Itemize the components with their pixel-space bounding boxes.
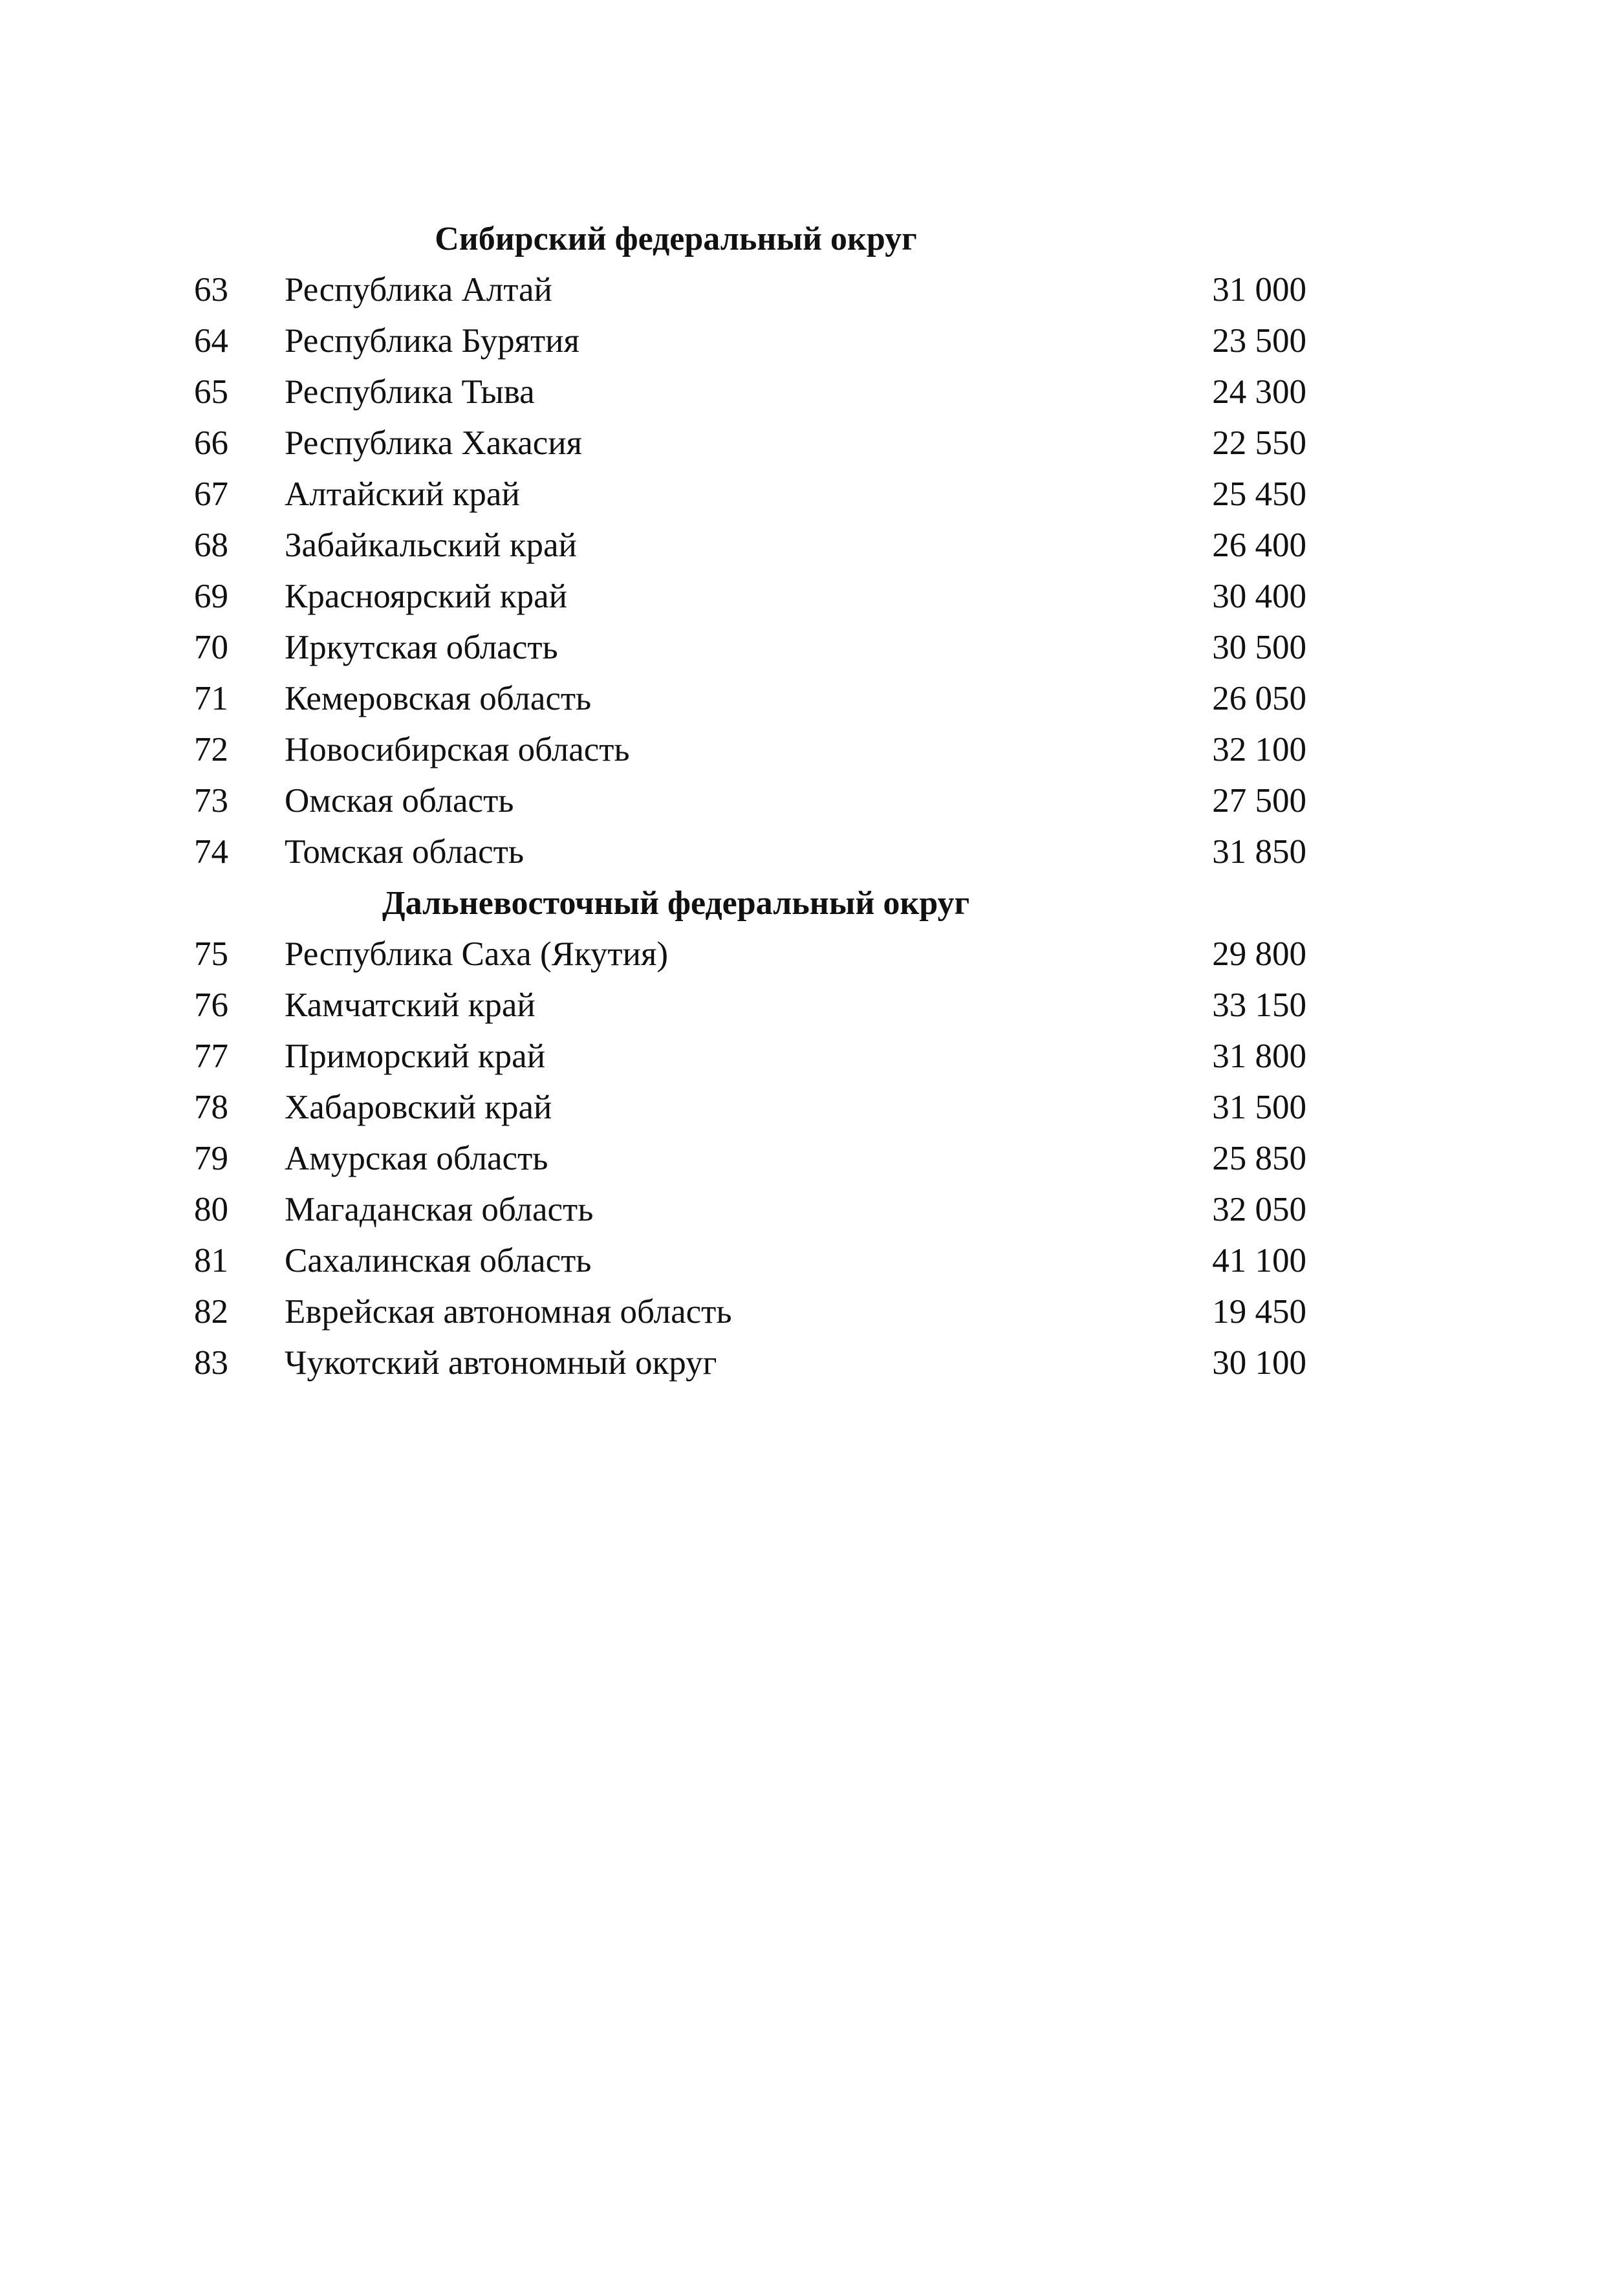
row-number: 80 — [194, 1191, 228, 1228]
region-name: Приморский край — [285, 1038, 546, 1075]
row-number: 65 — [194, 373, 228, 411]
region-name: Омская область — [285, 782, 514, 820]
region-name: Магаданская область — [285, 1191, 594, 1228]
region-value: 30 400 — [1212, 578, 1306, 615]
region-value: 27 500 — [1212, 782, 1306, 820]
section-heading: Сибирский федеральный округ — [435, 221, 917, 257]
row-number: 67 — [194, 475, 228, 513]
row-number: 78 — [194, 1089, 228, 1126]
region-value: 31 500 — [1212, 1089, 1306, 1126]
region-name: Забайкальский край — [285, 527, 577, 564]
region-value: 33 150 — [1212, 986, 1306, 1024]
table-row — [155, 980, 1306, 1031]
region-value: 25 450 — [1212, 475, 1306, 513]
region-name: Хабаровский край — [285, 1089, 552, 1126]
row-number: 81 — [194, 1242, 228, 1279]
region-value: 31 800 — [1212, 1038, 1306, 1075]
table-row — [155, 469, 1306, 520]
row-number: 83 — [194, 1344, 228, 1382]
row-number: 79 — [194, 1140, 228, 1177]
row-number: 72 — [194, 731, 228, 768]
row-number: 77 — [194, 1038, 228, 1075]
region-value: 26 050 — [1212, 680, 1306, 717]
table-row — [155, 776, 1306, 827]
table-row — [155, 622, 1306, 673]
table-row — [155, 1031, 1306, 1082]
table-row — [155, 1287, 1306, 1338]
row-number: 63 — [194, 271, 228, 309]
region-name: Республика Бурятия — [285, 322, 579, 360]
region-name: Чукотский автономный округ — [285, 1344, 717, 1382]
table-row — [155, 1184, 1306, 1235]
region-name: Иркутская область — [285, 629, 558, 666]
region-name: Сахалинская область — [285, 1242, 592, 1279]
row-number: 71 — [194, 680, 228, 717]
region-name: Новосибирская область — [285, 731, 630, 768]
row-number: 70 — [194, 629, 228, 666]
region-value: 29 800 — [1212, 935, 1306, 973]
row-number: 68 — [194, 527, 228, 564]
table-row — [155, 316, 1306, 367]
region-value: 31 850 — [1212, 833, 1306, 871]
row-number: 76 — [194, 986, 228, 1024]
row-number: 75 — [194, 935, 228, 973]
table-row — [155, 827, 1306, 878]
region-value: 24 300 — [1212, 373, 1306, 411]
table-row — [155, 265, 1306, 316]
table-row — [155, 1133, 1306, 1184]
region-name: Красноярский край — [285, 578, 568, 615]
region-name: Кемеровская область — [285, 680, 592, 717]
region-value: 30 100 — [1212, 1344, 1306, 1382]
region-value: 41 100 — [1212, 1242, 1306, 1279]
region-value: 19 450 — [1212, 1293, 1306, 1331]
region-name: Республика Алтай — [285, 271, 552, 309]
row-number: 82 — [194, 1293, 228, 1331]
table-row — [155, 418, 1306, 469]
row-number: 73 — [194, 782, 228, 820]
table-row — [155, 367, 1306, 418]
table-row — [155, 929, 1306, 980]
region-name: Еврейская автономная область — [285, 1293, 732, 1331]
table-row — [155, 673, 1306, 724]
row-number: 69 — [194, 578, 228, 615]
region-name: Алтайский край — [285, 475, 520, 513]
region-value: 32 100 — [1212, 731, 1306, 768]
region-value: 26 400 — [1212, 527, 1306, 564]
region-value: 32 050 — [1212, 1191, 1306, 1228]
table-row — [155, 571, 1306, 622]
table-row — [155, 1338, 1306, 1389]
table-row — [155, 1082, 1306, 1133]
region-value: 25 850 — [1212, 1140, 1306, 1177]
table-row — [155, 1235, 1306, 1287]
region-name: Республика Хакасия — [285, 424, 583, 462]
section-heading: Дальневосточный федеральный округ — [382, 885, 970, 922]
region-table — [155, 213, 1306, 1389]
row-number: 66 — [194, 424, 228, 462]
region-name: Республика Саха (Якутия) — [285, 935, 668, 973]
region-name: Республика Тыва — [285, 373, 535, 411]
region-name: Томская область — [285, 833, 525, 871]
row-number: 64 — [194, 322, 228, 360]
region-value: 22 550 — [1212, 424, 1306, 462]
table-row — [155, 520, 1306, 571]
table-row — [155, 724, 1306, 776]
row-number: 74 — [194, 833, 228, 871]
region-value: 31 000 — [1212, 271, 1306, 309]
region-name: Амурская область — [285, 1140, 548, 1177]
region-name: Камчатский край — [285, 986, 536, 1024]
region-value: 23 500 — [1212, 322, 1306, 360]
region-value: 30 500 — [1212, 629, 1306, 666]
